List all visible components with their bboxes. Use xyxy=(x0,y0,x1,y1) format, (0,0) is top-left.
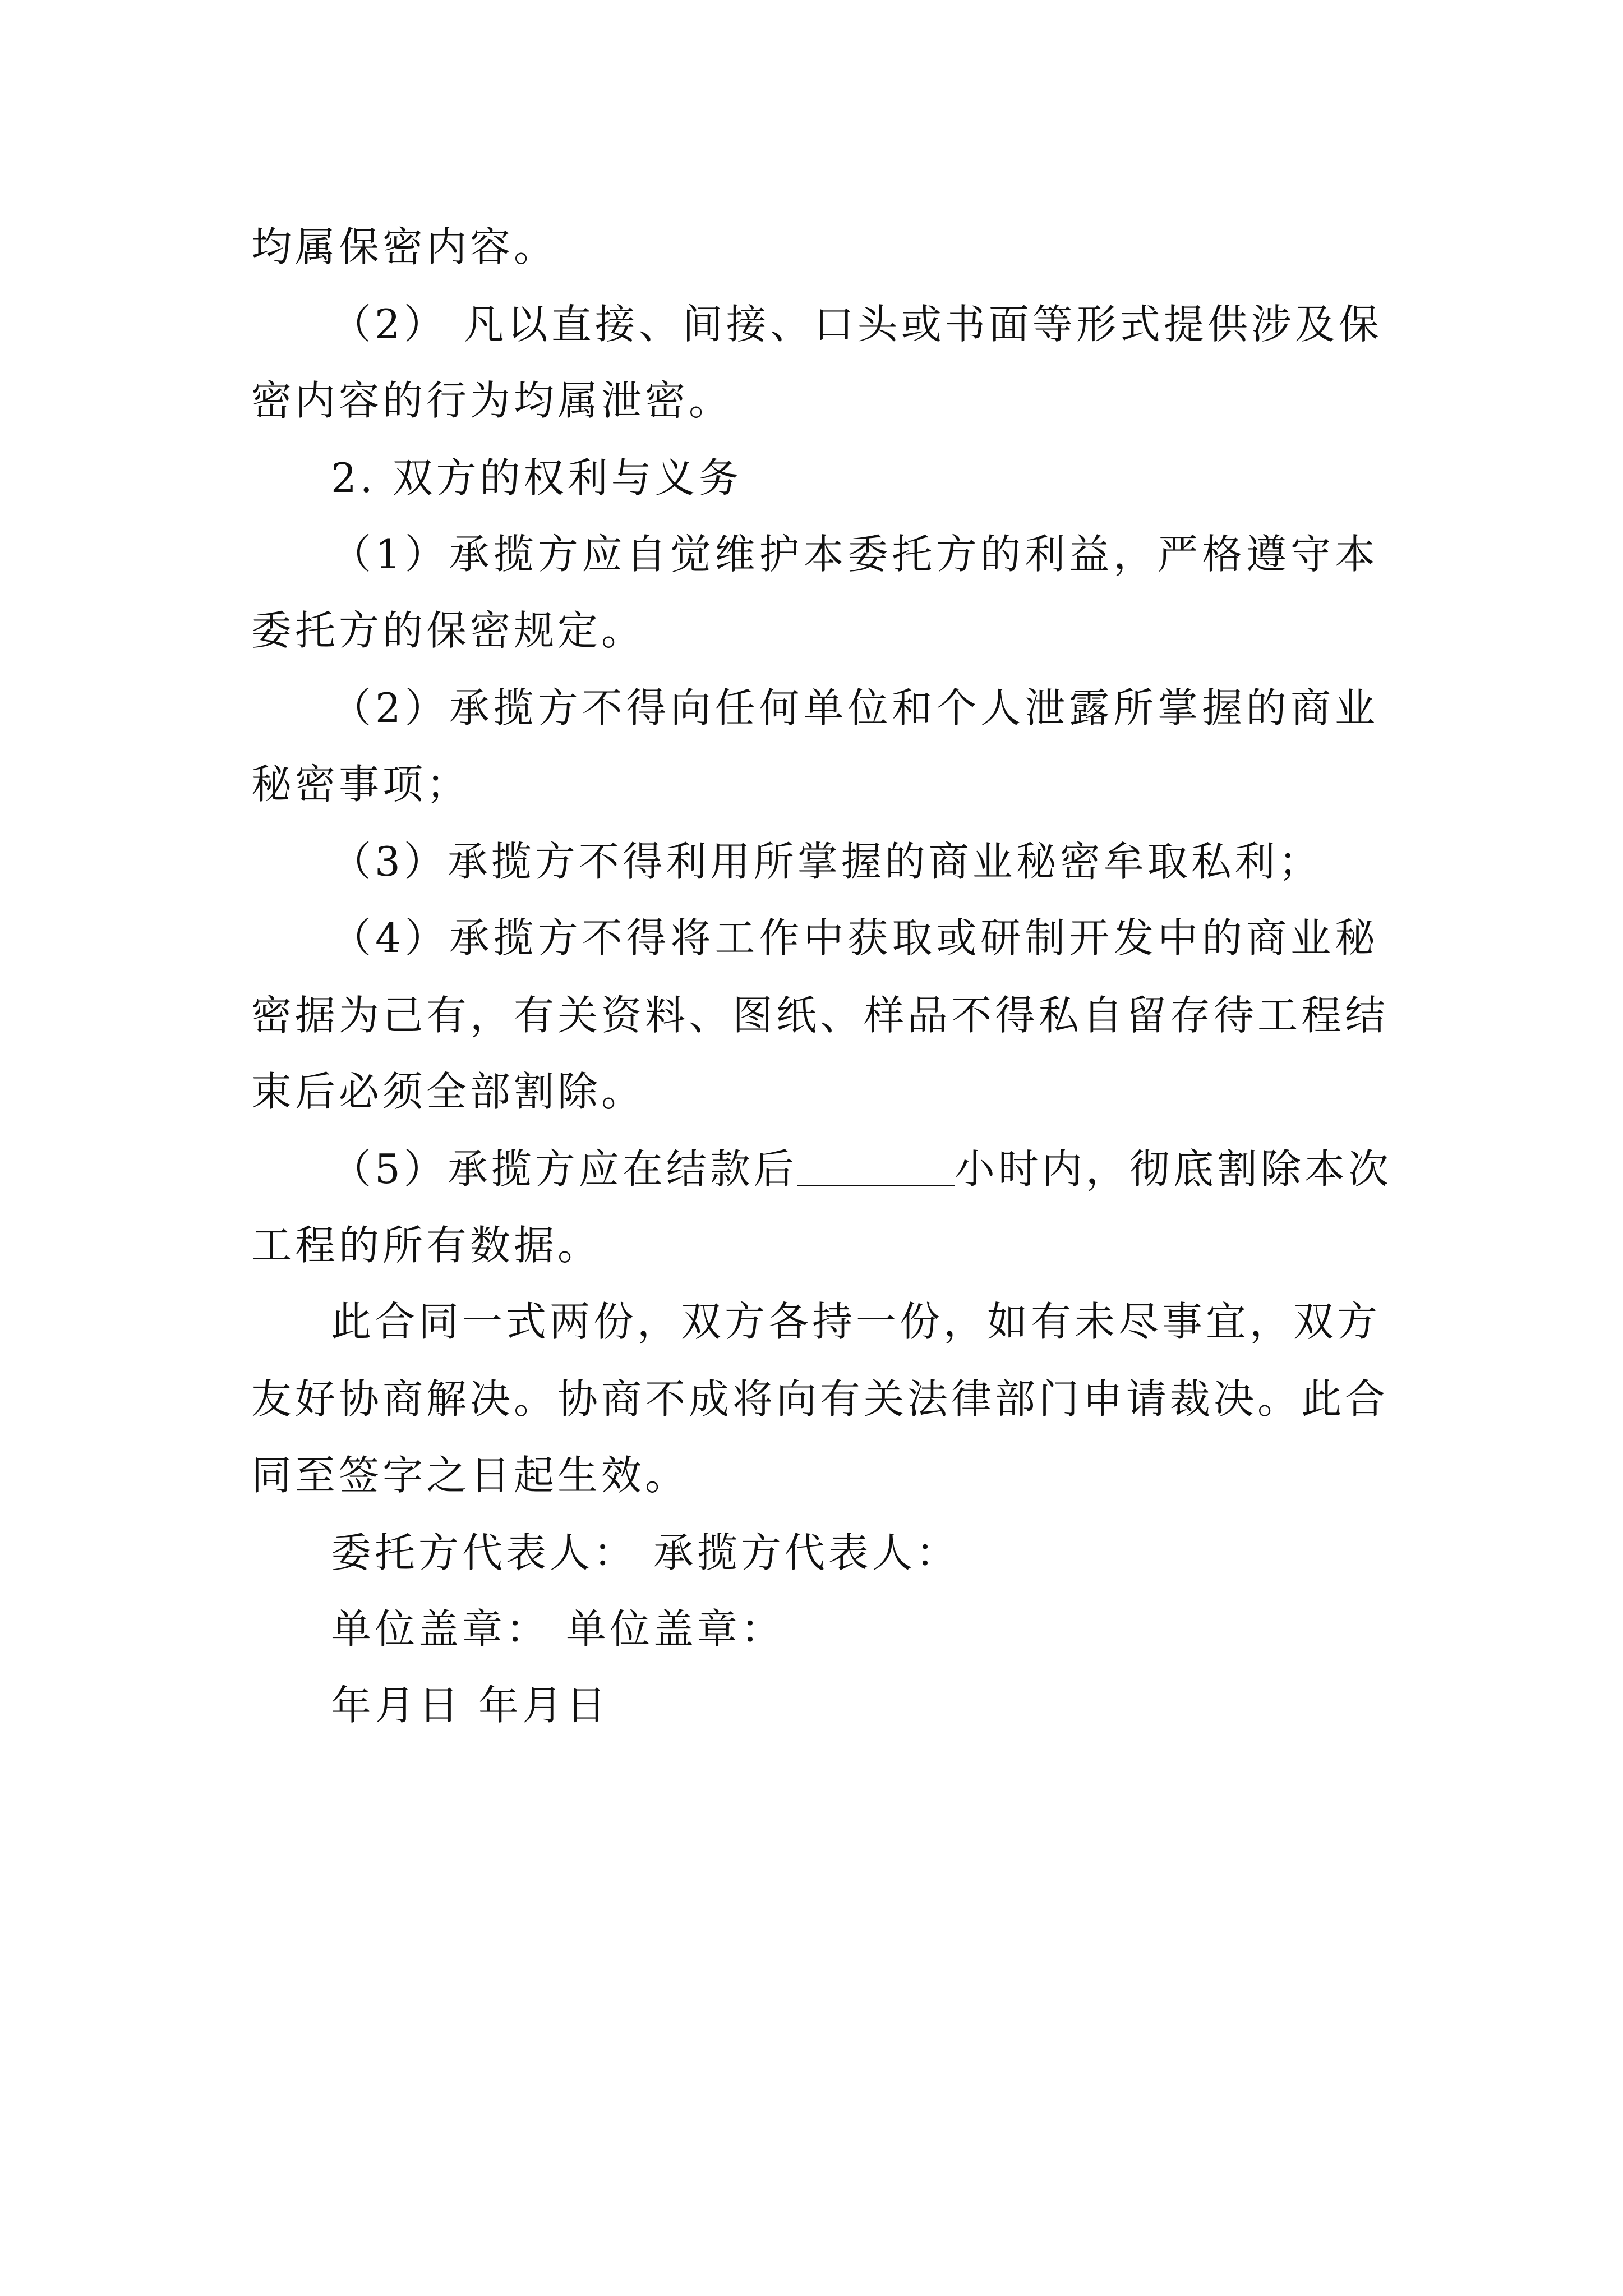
text-line: 秘密事项； xyxy=(251,761,471,808)
text-line: （3）承揽方不得利用所掌握的商业秘密牟取私利； xyxy=(331,838,1322,885)
text-line: 均属保密内容。 xyxy=(251,223,558,270)
text-line: （2） 凡以直接、间接、口头或书面等形式提供涉及保 xyxy=(331,301,1382,348)
fill-in-blank xyxy=(797,1145,955,1186)
text-line: 密内容的行为均属泄密。 xyxy=(251,377,733,424)
text-line: （2）承揽方不得向任何单位和个人泄露所掌握的商业 xyxy=(331,684,1378,731)
text-line: 此合同一式两份，双方各持一份，如有未尽事宜，双方 xyxy=(331,1298,1381,1345)
text-line: 友好协商解决。协商不成将向有关法律部门申请裁决。此合 xyxy=(251,1375,1389,1423)
text-line: （4）承揽方不得将工作中获取或研制开发中的商业秘 xyxy=(331,914,1378,961)
section-heading: 2. 双方的权利与义务 xyxy=(331,454,743,501)
text-segment: （5）承揽方应在结款后 xyxy=(331,1145,797,1193)
date-line: 年月日 年月日 xyxy=(331,1682,610,1729)
text-line: 同至签字之日起生效。 xyxy=(251,1452,689,1499)
text-line: 束后必须全部割除。 xyxy=(251,1068,645,1115)
text-line: 密据为己有，有关资料、图纸、样品不得私自留存待工程结 xyxy=(251,992,1389,1039)
seal-line: 单位盖章： 单位盖章： xyxy=(331,1605,785,1653)
signature-line: 委托方代表人： 承揽方代表人： xyxy=(331,1529,960,1576)
text-segment: 小时内，彻底割除本次 xyxy=(954,1145,1392,1193)
text-line: 工程的所有数据。 xyxy=(251,1222,602,1269)
text-line: 委托方的保密规定。 xyxy=(251,607,645,654)
text-line-with-blank xyxy=(331,1142,1392,1196)
text-line: （1）承揽方应自觉维护本委托方的利益，严格遵守本 xyxy=(331,531,1378,578)
